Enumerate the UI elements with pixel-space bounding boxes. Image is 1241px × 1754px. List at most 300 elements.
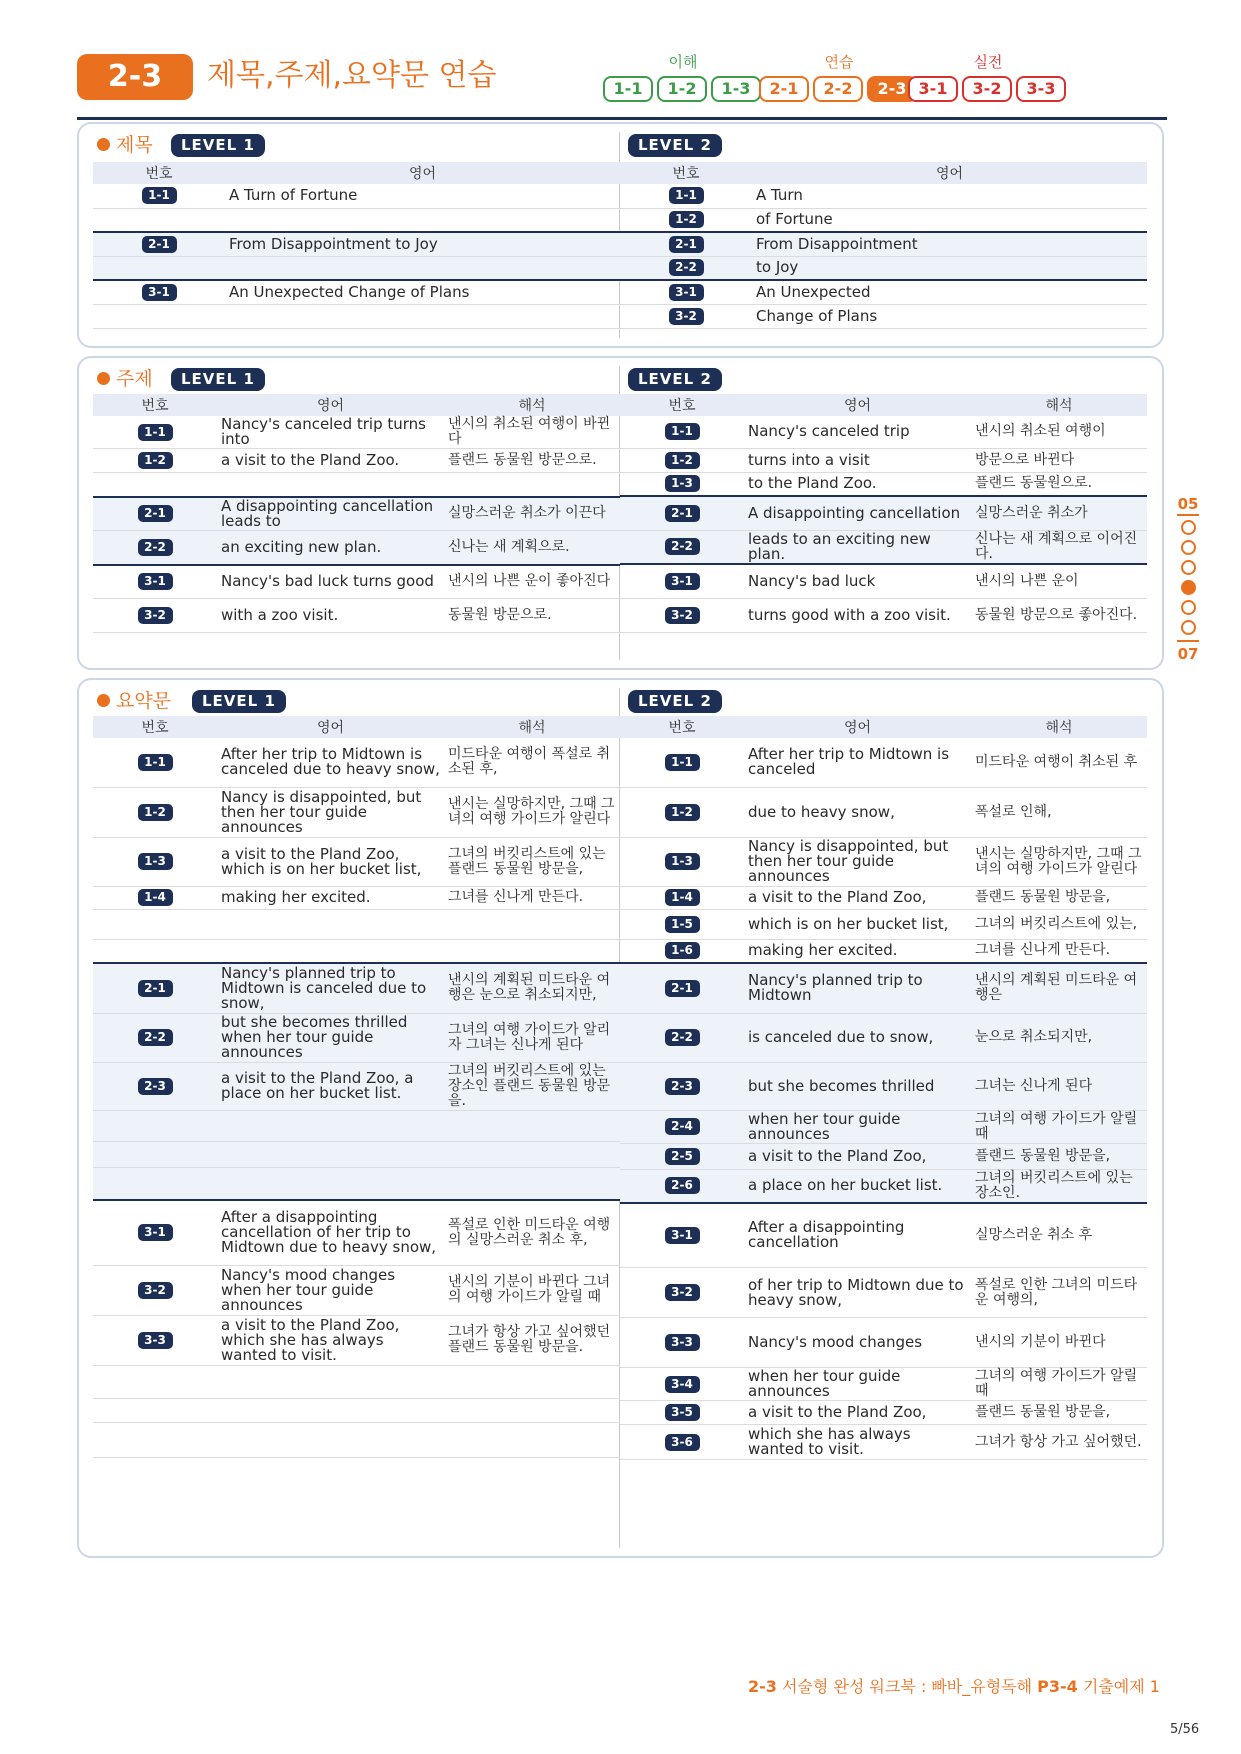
row-number-badge: 3-1	[138, 1224, 173, 1241]
row-number-cell	[620, 1013, 744, 1062]
table-row	[620, 208, 1147, 232]
row-number-cell	[93, 1110, 217, 1141]
korean-text: 그녀를 신나게 만든다.	[971, 939, 1147, 963]
row-number-cell	[93, 531, 217, 565]
korean-text	[444, 1167, 620, 1200]
korean-text: 낸시의 나쁜 운이 좋아진다	[444, 565, 620, 599]
header-divider	[77, 117, 1167, 120]
row-number-cell	[93, 599, 217, 633]
table-row	[620, 1013, 1147, 1062]
table-row	[93, 232, 620, 256]
nav-chip-3-2[interactable]: 3-2	[962, 76, 1012, 102]
korean-text: 낸시의 계획된 미드타운 여행은 눈으로 취소되지만,	[444, 963, 620, 1013]
table-row	[620, 1368, 1147, 1401]
progress-dot	[1181, 600, 1196, 615]
row-number-cell	[93, 787, 217, 837]
english-text	[217, 1110, 444, 1141]
korean-text: 플랜드 동물원 방문으로.	[444, 449, 620, 473]
footer-example: 기출예제 1	[1077, 1677, 1160, 1696]
table-row	[93, 497, 620, 531]
row-number-cell	[620, 496, 744, 530]
table-row	[620, 1062, 1147, 1110]
row-number-cell	[93, 304, 225, 328]
row-number-badge: 3-2	[138, 607, 173, 624]
chapter-start-label: 05	[1177, 495, 1199, 513]
row-number-cell	[93, 565, 217, 599]
english-text: Change of Plans	[752, 304, 1147, 328]
english-text: Nancy's canceled trip turns into	[217, 416, 444, 449]
chapter-dots	[1175, 520, 1201, 635]
column-header-ko: 해석	[444, 716, 620, 738]
korean-text: 낸시는 실망하지만, 그때 그녀의 여행 가이드가 알린다	[444, 787, 620, 837]
progress-dot	[1181, 540, 1196, 555]
table-row	[93, 184, 620, 208]
english-text	[217, 1141, 444, 1167]
row-number-cell	[93, 939, 217, 963]
row-number-badge: 2-4	[665, 1118, 700, 1135]
row-number-badge: 3-3	[665, 1334, 700, 1351]
korean-text: 그녀의 버킷리스트에 있는 플랜드 동물원 방문을,	[444, 837, 620, 886]
table-row	[620, 1318, 1147, 1368]
row-number-badge: 3-2	[669, 308, 704, 325]
table-row	[93, 886, 620, 909]
row-number-cell	[620, 909, 744, 939]
korean-text: 그녀의 여행 가이드가 알릴 때	[971, 1368, 1147, 1401]
summary-panel	[77, 678, 1164, 1558]
korean-text: 플랜드 동물원 방문을,	[971, 1401, 1147, 1425]
english-text: An Unexpected	[752, 280, 1147, 304]
level2-badge: LEVEL 2	[628, 368, 722, 391]
korean-text: 그녀가 항상 가고 싶어했던 플랜드 동물원 방문을.	[444, 1315, 620, 1365]
page-title: 제목,주제,요약문 연습	[207, 58, 497, 93]
row-number-cell	[620, 1368, 744, 1401]
nav-chip-3-3[interactable]: 3-3	[1016, 76, 1066, 102]
korean-text: 그녀의 여행 가이드가 알리자 그녀는 신나게 된다	[444, 1013, 620, 1062]
row-number-cell	[93, 837, 217, 886]
english-text: a visit to the Pland Zoo, which is on her bucket list,	[217, 837, 444, 886]
column-header-ko: 해석	[971, 716, 1147, 738]
title-level1-table	[93, 162, 620, 329]
row-number-badge: 1-1	[142, 187, 177, 204]
row-number-cell	[620, 304, 752, 328]
nav-chip-2-2[interactable]: 2-2	[813, 76, 863, 102]
column-header-en: 영어	[225, 162, 620, 184]
english-text: is canceled due to snow,	[744, 1013, 971, 1062]
table-row	[620, 448, 1147, 472]
table-row	[620, 1203, 1147, 1268]
english-text	[217, 1365, 444, 1398]
table-row	[620, 837, 1147, 886]
table-row	[620, 280, 1147, 304]
english-text	[217, 473, 444, 497]
row-number-cell	[93, 449, 217, 473]
korean-text: 폭설로 인해,	[971, 787, 1147, 837]
english-text: to Joy	[752, 256, 1147, 280]
row-number-cell	[93, 1422, 217, 1457]
korean-text	[444, 1422, 620, 1457]
row-number-badge: 2-6	[665, 1177, 700, 1194]
row-number-badge: 1-2	[669, 211, 704, 228]
row-number-badge: 1-1	[138, 754, 173, 771]
korean-text	[444, 1141, 620, 1167]
row-number-cell	[93, 1013, 217, 1062]
korean-text: 플랜드 동물원으로.	[971, 472, 1147, 496]
table-row	[620, 909, 1147, 939]
table-row	[93, 531, 620, 565]
row-number-badge: 3-1	[665, 1227, 700, 1244]
english-text: due to heavy snow,	[744, 787, 971, 837]
table-row	[93, 599, 620, 633]
row-number-badge: 3-1	[665, 573, 700, 590]
row-number-badge: 1-1	[669, 187, 704, 204]
level1-badge: LEVEL 1	[192, 690, 286, 713]
page-number: 5/56	[1170, 1722, 1200, 1737]
korean-text: 낸시의 취소된 여행이 바뀐다	[444, 416, 620, 449]
english-text: An Unexpected Change of Plans	[225, 280, 620, 304]
row-number-cell	[620, 530, 744, 564]
english-text: From Disappointment	[752, 232, 1147, 256]
english-text: turns into a visit	[744, 448, 971, 472]
english-text: an exciting new plan.	[217, 531, 444, 565]
progress-dot	[1181, 560, 1196, 575]
column-header-no: 번호	[620, 162, 752, 184]
table-row	[620, 886, 1147, 909]
korean-text: 낸시는 실망하지만, 그때 그녀의 여행 가이드가 알린다	[971, 837, 1147, 886]
korean-text: 그녀가 항상 가고 싶어했던.	[971, 1425, 1147, 1460]
table-row	[93, 1265, 620, 1315]
korean-text: 실망스러운 취소가 이끈다	[444, 497, 620, 531]
english-text: After a disappointing cancellation	[744, 1203, 971, 1268]
table-row	[93, 565, 620, 599]
row-number-cell	[93, 886, 217, 909]
column-header-no: 번호	[620, 716, 744, 738]
row-number-cell	[93, 256, 225, 280]
row-number-cell	[620, 1268, 744, 1318]
english-text: From Disappointment to Joy	[225, 232, 620, 256]
table-row	[620, 472, 1147, 496]
english-text	[217, 909, 444, 939]
row-number-badge: 2-3	[138, 1078, 173, 1095]
row-number-cell	[620, 280, 752, 304]
korean-text: 미드타운 여행이 폭설로 취소된 후,	[444, 738, 620, 787]
english-text: but she becomes thrilled	[744, 1062, 971, 1110]
english-text	[225, 304, 620, 328]
row-number-badge: 1-1	[665, 754, 700, 771]
english-text: a visit to the Pland Zoo,	[744, 1401, 971, 1425]
row-number-cell	[620, 598, 744, 632]
row-number-cell	[620, 1110, 744, 1143]
table-row	[93, 304, 620, 328]
table-row	[93, 256, 620, 280]
english-text	[225, 256, 620, 280]
korean-text: 동물원 방문으로 좋아진다.	[971, 598, 1147, 632]
korean-text: 방문으로 바뀐다	[971, 448, 1147, 472]
table-row	[620, 1401, 1147, 1425]
english-text: Nancy is disappointed, but then her tour guide announces	[744, 837, 971, 886]
table-row	[93, 449, 620, 473]
row-number-badge: 1-6	[665, 942, 700, 959]
column-header-no: 번호	[93, 716, 217, 738]
row-number-cell	[620, 837, 744, 886]
row-number-cell	[93, 738, 217, 787]
row-number-badge: 2-2	[138, 1029, 173, 1046]
row-number-cell	[620, 738, 744, 787]
table-row	[93, 738, 620, 787]
english-text: of her trip to Midtown due to heavy snow,	[744, 1268, 971, 1318]
english-text: which she has always wanted to visit.	[744, 1425, 971, 1460]
row-number-cell	[620, 1143, 744, 1169]
korean-text: 플랜드 동물원 방문을,	[971, 886, 1147, 909]
table-row	[620, 1268, 1147, 1318]
table-row	[93, 1315, 620, 1365]
table-row	[93, 787, 620, 837]
table-row	[93, 837, 620, 886]
summary-level2-table	[620, 716, 1147, 1460]
english-text: A Turn	[752, 184, 1147, 208]
bullet-dot-icon	[97, 372, 110, 385]
section-title-heading: 제목	[97, 134, 153, 156]
nav-group-label: 연습	[824, 53, 854, 71]
table-row	[93, 208, 620, 232]
nav-chip-3-1[interactable]: 3-1	[908, 76, 958, 102]
korean-text	[444, 1110, 620, 1141]
row-number-badge: 1-1	[138, 424, 173, 441]
row-number-cell	[93, 1200, 217, 1265]
english-text: turns good with a zoo visit.	[744, 598, 971, 632]
table-row	[620, 496, 1147, 530]
column-header-en: 영어	[752, 162, 1147, 184]
english-text	[217, 1398, 444, 1422]
korean-text: 플랜드 동물원 방문을,	[971, 1143, 1147, 1169]
korean-text: 그녀를 신나게 만든다.	[444, 886, 620, 909]
row-number-cell	[620, 1062, 744, 1110]
nav-chip-1-1[interactable]: 1-1	[603, 76, 653, 102]
chapter-line	[1177, 514, 1199, 516]
row-number-cell	[620, 564, 744, 598]
row-number-cell	[93, 280, 225, 304]
english-text: with a zoo visit.	[217, 599, 444, 633]
row-number-badge: 2-1	[669, 236, 704, 253]
row-number-badge: 3-2	[665, 1284, 700, 1301]
level1-badge: LEVEL 1	[171, 134, 265, 157]
row-number-cell	[620, 472, 744, 496]
english-text: which is on her bucket list,	[744, 909, 971, 939]
row-number-cell	[620, 184, 752, 208]
english-text: A disappointing cancellation	[744, 496, 971, 530]
korean-text: 신나는 새 계획으로.	[444, 531, 620, 565]
table-row	[620, 1425, 1147, 1460]
nav-chip-1-3[interactable]: 1-3	[711, 76, 761, 102]
row-number-badge: 3-2	[665, 607, 700, 624]
row-number-cell	[93, 184, 225, 208]
english-text: Nancy's mood changes when her tour guide announces	[217, 1265, 444, 1315]
column-header-en: 영어	[744, 394, 971, 416]
korean-text: 실망스러운 취소가	[971, 496, 1147, 530]
footer-lesson: 2-3	[747, 1677, 777, 1696]
row-number-badge: 2-1	[665, 980, 700, 997]
table-row	[620, 1169, 1147, 1203]
row-number-badge: 2-5	[665, 1148, 700, 1165]
section-summary-heading: 요약문	[97, 690, 171, 712]
table-row	[93, 1422, 620, 1457]
row-number-cell	[620, 256, 752, 280]
chapter-line	[1177, 640, 1199, 642]
row-number-cell	[93, 1141, 217, 1167]
english-text: After her trip to Midtown is canceled due to heavy snow,	[217, 738, 444, 787]
lesson-badge: 2-3	[77, 54, 193, 100]
korean-text	[444, 1365, 620, 1398]
korean-text: 낸시의 취소된 여행이	[971, 416, 1147, 448]
row-number-cell	[93, 963, 217, 1013]
korean-text: 그녀의 버킷리스트에 있는 장소인 플랜드 동물원 방문을.	[444, 1062, 620, 1110]
row-number-badge: 1-3	[138, 853, 173, 870]
table-row	[620, 416, 1147, 448]
table-row	[620, 1143, 1147, 1169]
row-number-badge: 1-4	[138, 889, 173, 906]
table-row	[620, 963, 1147, 1013]
row-number-badge: 1-2	[665, 804, 700, 821]
english-text: a visit to the Pland Zoo, which she has always wanted to visit.	[217, 1315, 444, 1365]
table-row	[620, 564, 1147, 598]
row-number-cell	[93, 1365, 217, 1398]
row-number-cell	[93, 473, 217, 497]
level2-badge: LEVEL 2	[628, 134, 722, 157]
english-text: A Turn of Fortune	[225, 184, 620, 208]
english-text: to the Pland Zoo.	[744, 472, 971, 496]
row-number-badge: 1-4	[665, 889, 700, 906]
table-row	[93, 1062, 620, 1110]
row-number-badge: 1-1	[665, 423, 700, 440]
row-number-badge: 2-2	[138, 539, 173, 556]
row-number-badge: 2-2	[665, 1029, 700, 1046]
korean-text: 폭설로 인한 미드타운 여행의 실망스러운 취소 후,	[444, 1200, 620, 1265]
chapter-end-label: 07	[1177, 645, 1199, 663]
section-theme-heading: 주제	[97, 368, 153, 390]
row-number-badge: 2-3	[665, 1078, 700, 1095]
korean-text: 낸시의 기분이 바뀐다	[971, 1318, 1147, 1368]
english-text: After her trip to Midtown is canceled	[744, 738, 971, 787]
english-text: a visit to the Pland Zoo, a place on her bucket list.	[217, 1062, 444, 1110]
korean-text: 미드타운 여행이 취소된 후	[971, 738, 1147, 787]
bullet-dot-icon	[97, 138, 110, 151]
row-number-badge: 1-5	[665, 916, 700, 933]
table-row	[93, 1167, 620, 1200]
column-header-no: 번호	[93, 162, 225, 184]
english-text: a visit to the Pland Zoo.	[217, 449, 444, 473]
column-header-en: 영어	[744, 716, 971, 738]
korean-text: 그녀의 여행 가이드가 알릴 때	[971, 1110, 1147, 1143]
nav-group-label: 이해	[668, 53, 698, 71]
row-number-badge: 3-1	[138, 573, 173, 590]
row-number-badge: 2-2	[669, 259, 704, 276]
table-row	[93, 416, 620, 449]
table-row	[620, 787, 1147, 837]
korean-text	[444, 939, 620, 963]
row-number-badge: 2-2	[665, 538, 700, 555]
row-number-cell	[93, 1315, 217, 1365]
footer	[600, 1674, 1160, 1697]
bullet-dot-icon	[97, 694, 110, 707]
row-number-cell	[93, 232, 225, 256]
table-row	[620, 939, 1147, 963]
table-row	[620, 256, 1147, 280]
english-text	[217, 939, 444, 963]
korean-text: 그녀는 신나게 된다	[971, 1062, 1147, 1110]
korean-text: 그녀의 버킷리스트에 있는,	[971, 909, 1147, 939]
row-number-cell	[93, 1167, 217, 1200]
row-number-cell	[620, 886, 744, 909]
row-number-badge: 2-1	[138, 505, 173, 522]
row-number-badge: 1-3	[665, 475, 700, 492]
row-number-badge: 1-2	[138, 804, 173, 821]
row-number-badge: 3-1	[669, 284, 704, 301]
table-row	[93, 1365, 620, 1398]
progress-dot	[1181, 520, 1196, 535]
row-number-cell	[620, 939, 744, 963]
table-row	[93, 280, 620, 304]
table-row	[620, 184, 1147, 208]
english-text: making her excited.	[744, 939, 971, 963]
korean-text: 낸시의 계획된 미드타운 여행은	[971, 963, 1147, 1013]
row-number-cell	[620, 208, 752, 232]
table-row	[93, 1013, 620, 1062]
row-number-cell	[620, 232, 752, 256]
title-panel	[77, 122, 1164, 348]
table-row	[620, 530, 1147, 564]
footer-text: 서술형 완성 워크북 : 빠바_유형독해	[776, 1677, 1038, 1696]
theme-panel	[77, 356, 1164, 670]
row-number-badge: 2-1	[138, 980, 173, 997]
row-number-badge: 3-6	[665, 1434, 700, 1451]
row-number-badge: 3-3	[138, 1332, 173, 1349]
nav-chip-2-3[interactable]: 2-3	[867, 76, 917, 102]
table-row	[93, 1398, 620, 1422]
english-text: Nancy's planned trip to Midtown is canceled due to snow,	[217, 963, 444, 1013]
english-text	[217, 1167, 444, 1200]
row-number-badge: 3-2	[138, 1282, 173, 1299]
english-text: a visit to the Pland Zoo,	[744, 886, 971, 909]
korean-text: 동물원 방문으로.	[444, 599, 620, 633]
table-row	[93, 1200, 620, 1265]
table-row	[620, 1110, 1147, 1143]
table-row	[620, 232, 1147, 256]
table-row	[620, 598, 1147, 632]
footer-page-ref: P3-4	[1037, 1677, 1078, 1696]
nav-chip-1-2[interactable]: 1-2	[657, 76, 707, 102]
english-text: Nancy's bad luck	[744, 564, 971, 598]
english-text: Nancy is disappointed, but then her tour guide announces	[217, 787, 444, 837]
level2-badge: LEVEL 2	[628, 690, 722, 713]
nav-chip-2-1[interactable]: 2-1	[759, 76, 809, 102]
table-row	[93, 1141, 620, 1167]
row-number-cell	[620, 1401, 744, 1425]
level1-badge: LEVEL 1	[171, 368, 265, 391]
progress-dot	[1181, 580, 1196, 595]
english-text: Nancy's canceled trip	[744, 416, 971, 448]
page-header	[77, 54, 1167, 120]
theme-level1-table	[93, 394, 620, 633]
row-number-cell	[93, 909, 217, 939]
english-text: a visit to the Pland Zoo,	[744, 1143, 971, 1169]
table-row	[620, 304, 1147, 328]
row-number-cell	[620, 963, 744, 1013]
row-number-cell	[93, 416, 217, 449]
english-text: when her tour guide announces	[744, 1368, 971, 1401]
column-header-ko: 해석	[971, 394, 1147, 416]
column-header-no: 번호	[620, 394, 744, 416]
english-text: leads to an exciting new plan.	[744, 530, 971, 564]
table-row	[93, 473, 620, 497]
